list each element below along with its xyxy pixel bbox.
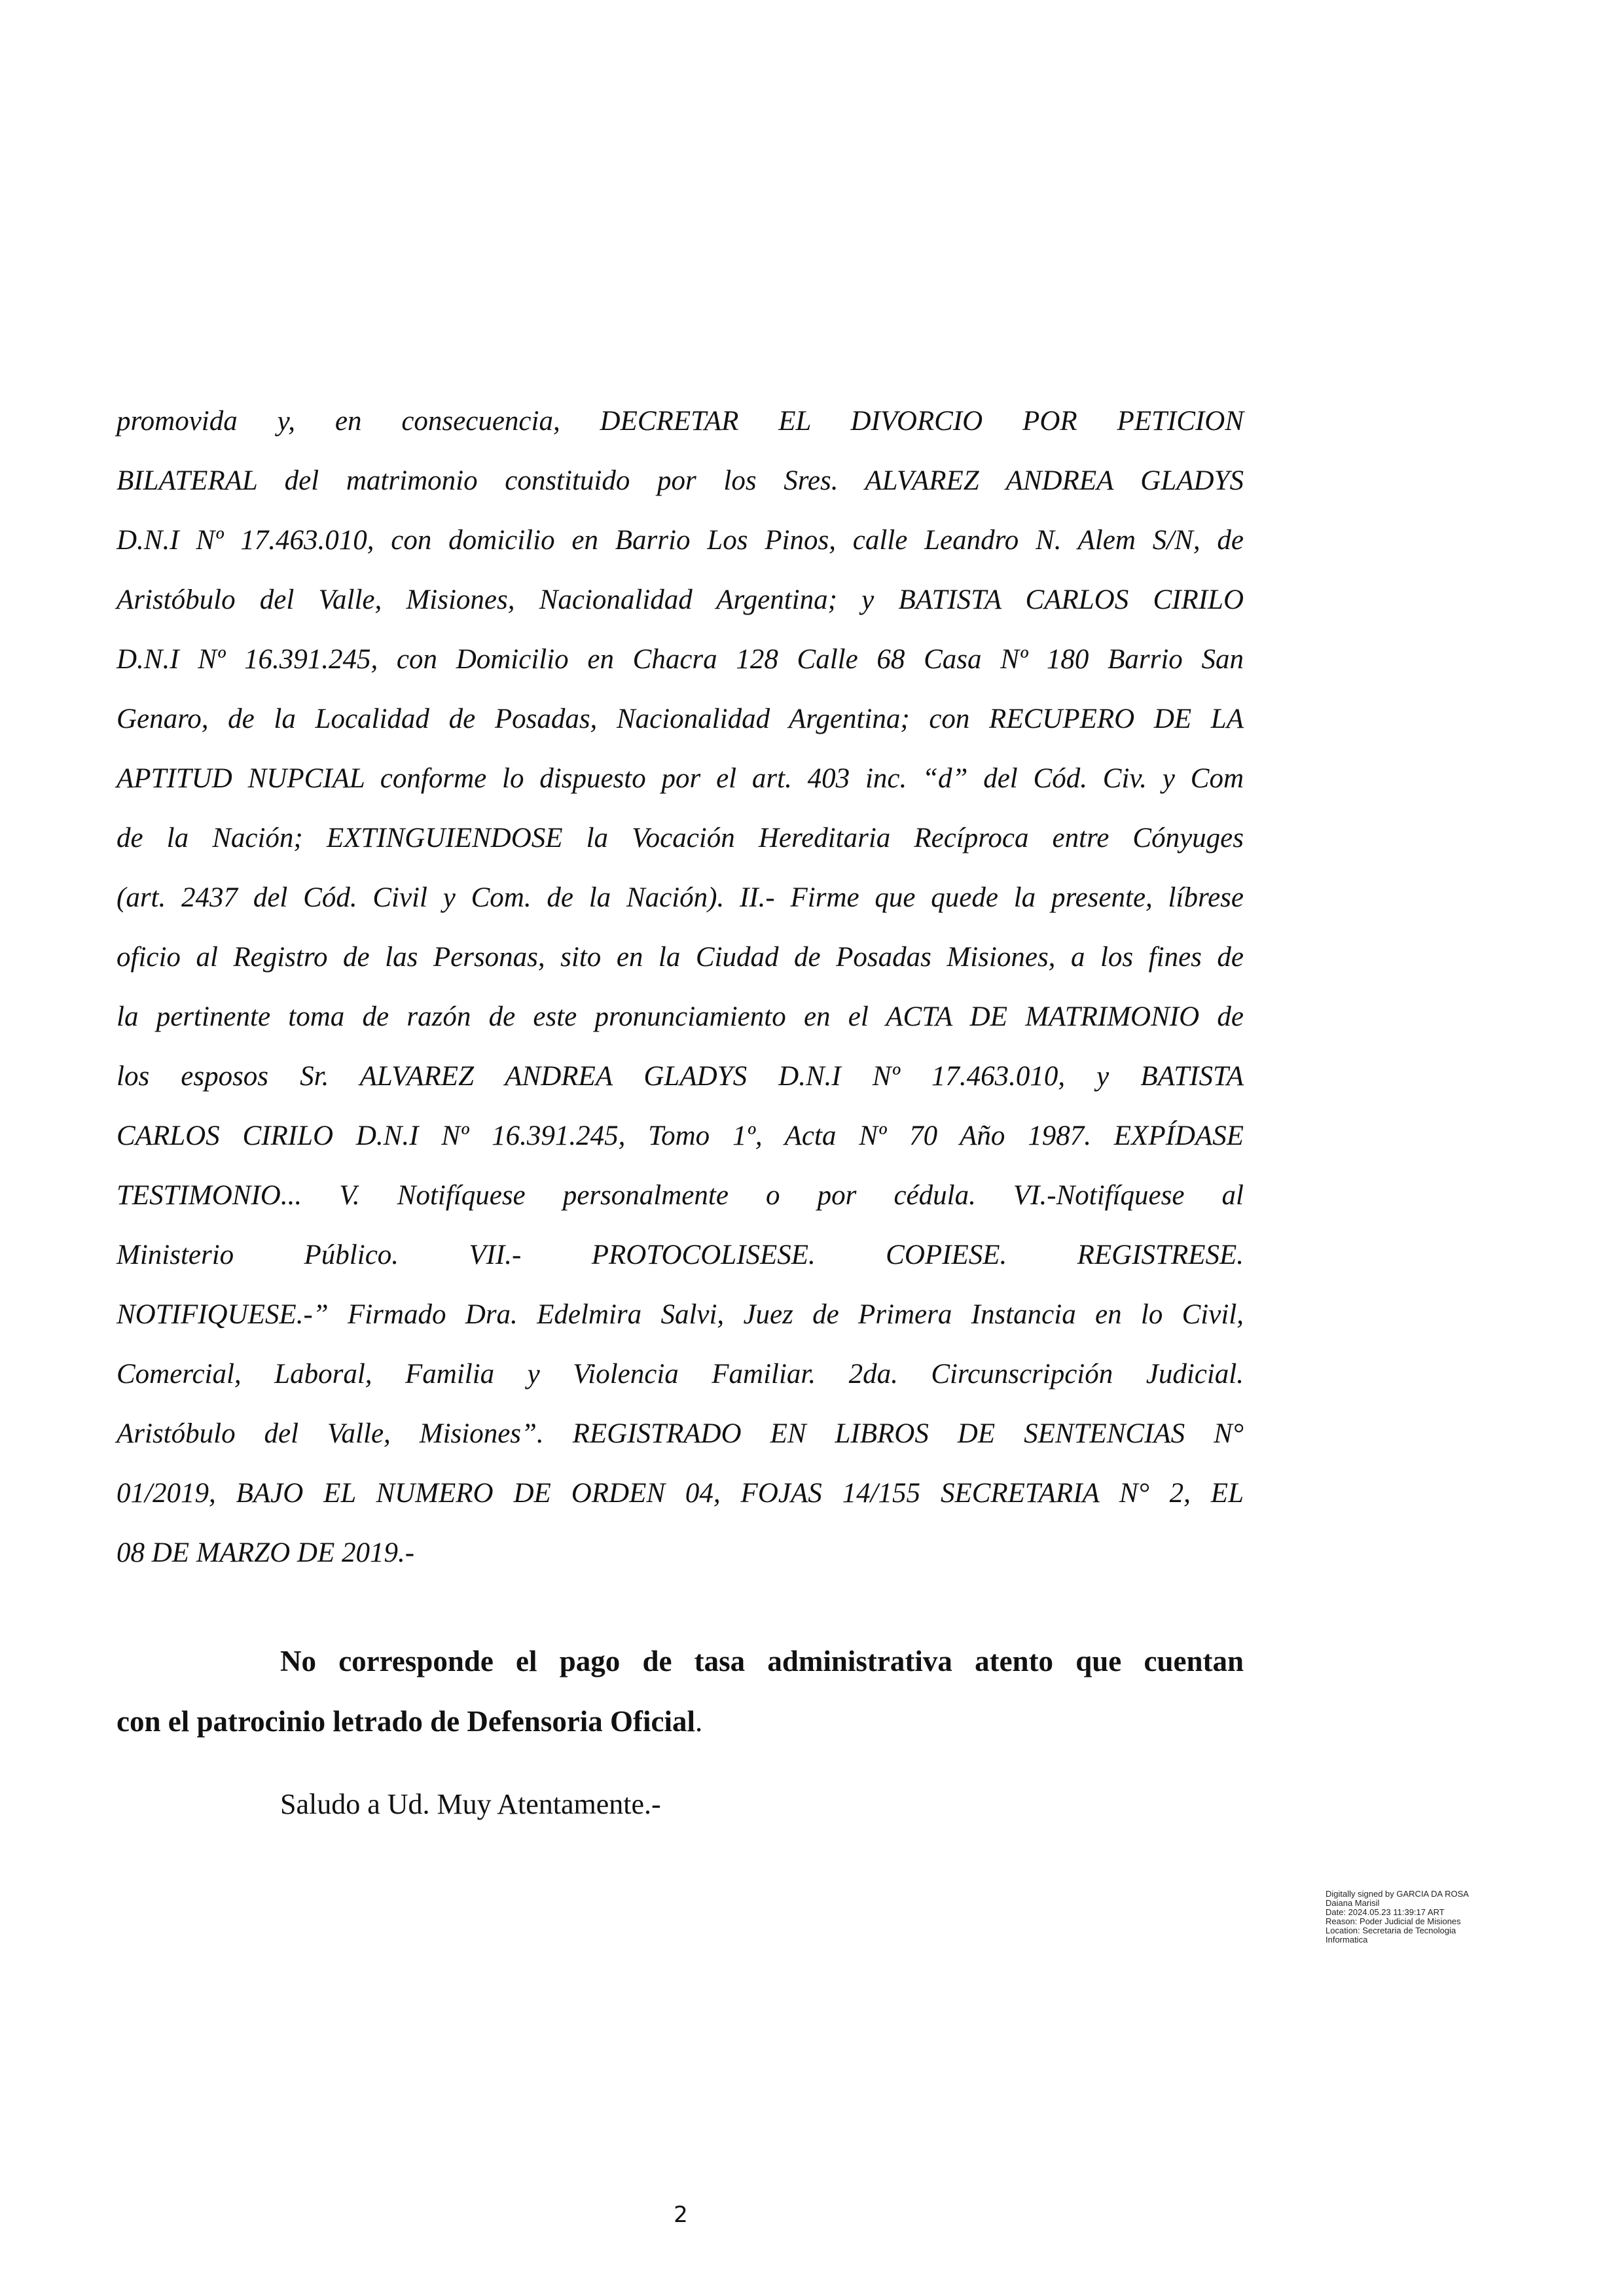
- text-line: la pertinente toma de razón de este pronunciamiento en el ACTA DE MATRIMONIO de: [117, 1001, 1244, 1032]
- text-line: de la Nación; EXTINGUIENDOSE la Vocación Hereditaria Recíproca entre Cónyuges: [117, 823, 1244, 853]
- text-line: Genaro, de la Localidad de Posadas, Nacionalidad Argentina; con RECUPERO DE LA: [117, 704, 1244, 734]
- text-line: promovida y, en consecuencia, DECRETAR EL DIVORCIO POR PETICION: [117, 406, 1244, 437]
- text-line: BILATERAL del matrimonio constituido por los Sres. ALVAREZ ANDREA GLADYS: [117, 465, 1244, 496]
- text-line: CARLOS CIRILO D.N.I Nº 16.391.245, Tomo 1º, Acta Nº 70 Año 1987. EXPÍDASE: [117, 1121, 1244, 1151]
- signature-line: Location: Secretaria de Tecnologia: [1326, 1926, 1456, 1935]
- text-line: D.N.I Nº 17.463.010, con domicilio en Barrio Los Pinos, calle Leandro N. Alem S/N, de: [117, 525, 1244, 556]
- closing-salutation: Saludo a Ud. Muy Atentamente.-: [280, 1788, 661, 1820]
- fee-note-period: .: [695, 1705, 703, 1738]
- text-line: oficio al Registro de las Personas, sito en la Ciudad de Posadas Misiones, a los fines de: [117, 942, 1244, 973]
- text-line: NOTIFIQUESE.-” Firmado Dra. Edelmira Salvi, Juez de Primera Instancia en lo Civil,: [117, 1299, 1244, 1330]
- signature-line: Reason: Poder Judicial de Misiones: [1326, 1916, 1461, 1926]
- text-line: D.N.I Nº 16.391.245, con Domicilio en Chacra 128 Calle 68 Casa Nº 180 Barrio San: [117, 644, 1244, 675]
- text-line: Aristóbulo del Valle, Misiones”. REGISTRADO EN LIBROS DE SENTENCIAS N°: [117, 1418, 1244, 1449]
- text-line: los esposos Sr. ALVAREZ ANDREA GLADYS D.N.I Nº 17.463.010, y BATISTA: [117, 1061, 1244, 1092]
- text-line: 08 DE MARZO DE 2019.-: [117, 1537, 415, 1568]
- fee-note-line: No corresponde el pago de tasa administrativa atento que cuentan: [280, 1645, 1244, 1677]
- text-line: APTITUD NUPCIAL conforme lo dispuesto por el art. 403 inc. “d” del Cód. Civ. y Com: [117, 763, 1244, 794]
- text-line: Aristóbulo del Valle, Misiones, Nacionalidad Argentina; y BATISTA CARLOS CIRILO: [117, 584, 1244, 615]
- signature-line: Date: 2024.05.23 11:39:17 ART: [1326, 1907, 1445, 1917]
- fee-note: [117, 1631, 1244, 1751]
- signature-line: Informatica: [1326, 1935, 1368, 1945]
- signature-line: Daiana Marisil: [1326, 1898, 1380, 1908]
- page-number: 2: [674, 2202, 688, 2228]
- text-line: TESTIMONIO... V. Notifíquese personalmente o por cédula. VI.-Notifíquese al: [117, 1180, 1244, 1211]
- text-line: Comercial, Laboral, Familia y Violencia Familiar. 2da. Circunscripción Judicial.: [117, 1359, 1244, 1390]
- fee-note-text: con el patrocinio letrado de Defensoria Oficial: [117, 1705, 696, 1738]
- text-line: 01/2019, BAJO EL NUMERO DE ORDEN 04, FOJAS 14/155 SECRETARIA N° 2, EL: [117, 1478, 1244, 1509]
- text-line: Ministerio Público. VII.- PROTOCOLISESE. COPIESE. REGISTRESE.: [117, 1240, 1244, 1270]
- digital-signature-stamp: [1326, 1890, 1535, 1945]
- text-line: (art. 2437 del Cód. Civil y Com. de la Nación). II.- Firme que quede la presente, líbrese: [117, 882, 1244, 913]
- signature-line: Digitally signed by GARCIA DA ROSA: [1326, 1889, 1469, 1899]
- resolution-text: [117, 391, 1244, 1583]
- fee-note-line: [117, 1691, 1244, 1751]
